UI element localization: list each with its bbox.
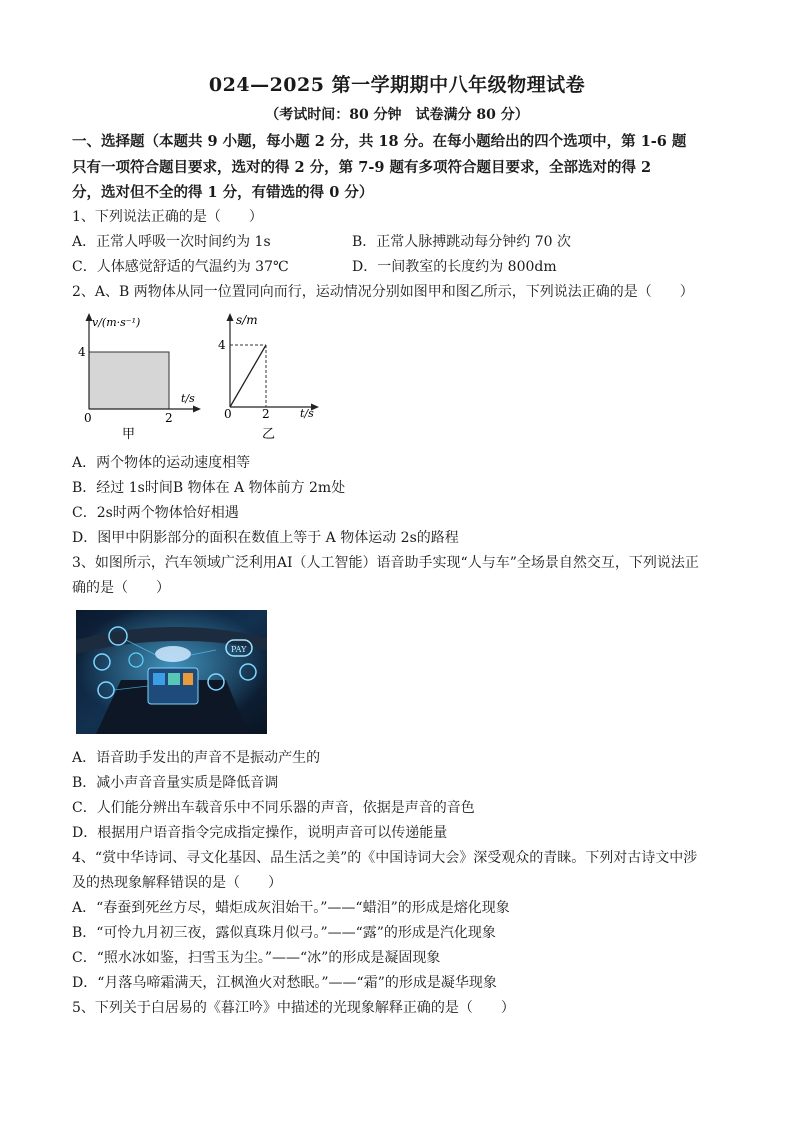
graph-jia — [70, 310, 210, 445]
graph-jia-origin: 0 — [84, 411, 92, 425]
q3-option-c: C．人们能分辨出车载音乐中不同乐器的声音，依据是声音的音色 — [72, 800, 475, 816]
exam-subtitle: （考试时间：80 分钟 试卷满分 80 分） — [265, 107, 529, 123]
q3-stem-line-2: 确的是（ ） — [72, 580, 170, 596]
q2-option-b: B．经过 1s时间B 物体在 A 物体前方 2m处 — [72, 480, 346, 496]
graph-jia-x-arrow — [193, 406, 201, 413]
q2-option-c: C．2s时两个物体恰好相遇 — [72, 505, 239, 521]
q1-stem: 1、下列说法正确的是（ ） — [72, 209, 263, 225]
graph-yi-x-tick: 2 — [262, 407, 270, 421]
graph-yi-y-label: s/m — [236, 313, 258, 327]
graph-jia-shaded-area — [89, 352, 169, 409]
q4-option-b: B．“可怜九月初三夜，露似真珠月似弓。”——“露”的形成是汽化现象 — [72, 925, 496, 941]
section-intro-line-1: 一、选择题（本题共 9 小题，每小题 2 分，共 18 分。在每小题给出的四个选项中，第 1-6 题 — [72, 133, 687, 150]
photo-car-hologram — [155, 646, 191, 662]
graph-yi-origin: 0 — [224, 407, 232, 421]
graph-yi-line — [230, 345, 266, 407]
q3-option-b: B．减小声音音量实质是降低音调 — [72, 775, 279, 791]
exam-title: 024—2025 第一学期期中八年级物理试卷 — [208, 74, 586, 96]
q1-option-d: D．一间教室的长度约为 800dm — [352, 259, 557, 275]
graph-jia-caption: 甲 — [122, 427, 136, 442]
q4-option-c: C．“照水冰如鉴，扫雪玉为尘。”——“冰”的形成是凝固现象 — [72, 950, 441, 966]
photo-screen-tile-2 — [168, 673, 180, 685]
q2-option-d: D．图甲中阴影部分的面积在数值上等于 A 物体运动 2s的路程 — [72, 530, 459, 546]
q4-stem-line-1: 4、“赏中华诗词、寻文化基因、品生活之美”的《中国诗词大会》深受观众的青睐。下列对古诗文中涉 — [72, 850, 698, 866]
section-intro-line-3: 分，选对但不全的得 1 分，有错选的得 0 分） — [72, 184, 374, 201]
graph-jia-x-tick: 2 — [165, 411, 173, 425]
q3-option-a: A．语音助手发出的声音不是振动产生的 — [72, 750, 321, 766]
graph-yi-y-arrow — [227, 313, 234, 321]
photo-screen-tile-1 — [153, 673, 165, 685]
q2-option-a: A．两个物体的运动速度相等 — [72, 455, 251, 471]
q1-option-c: C．人体感觉舒适的气温约为 37℃ — [72, 259, 289, 275]
q2-stem: 2、A、B 两物体从同一位置同向而行，运动情况分别如图甲和图乙所示，下列说法正确的是（ ） — [72, 284, 694, 300]
q1-option-b: B．正常人脉搏跳动每分钟约 70 次 — [352, 234, 572, 250]
photo-pay-text: PAY — [231, 645, 247, 654]
q1-option-a: A．正常人呼吸一次时间约为 1s — [72, 234, 271, 250]
q5-stem: 5、下列关于白居易的《暮江吟》中描述的光现象解释正确的是（ ） — [72, 1000, 515, 1016]
car-dashboard-ai-photo — [76, 610, 267, 734]
graph-yi-x-label: t/s — [300, 407, 314, 420]
photo-screen-tile-3 — [183, 673, 193, 685]
section-intro-line-2: 只有一项符合题目要求，选对的得 2 分，第 7-9 题有多项符合题目要求，全部选对的得 2 — [72, 159, 652, 176]
graph-jia-y-tick: 4 — [78, 345, 86, 359]
q4-option-a: A．“春蚕到死丝方尽，蜡炬成灰泪始干。”——“蜡泪”的形成是熔化现象 — [72, 900, 510, 916]
graph-yi — [212, 310, 332, 445]
graph-jia-y-label: v/(m·s⁻¹) — [92, 316, 141, 329]
q4-option-d: D．“月落乌啼霜满天，江枫渔火对愁眠。”——“霜”的形成是凝华现象 — [72, 975, 497, 991]
q3-stem-line-1: 3、如图所示，汽车领域广泛利用AI（人工智能）语音助手实现“人与车”全场景自然交互，下列说法正 — [72, 555, 699, 571]
q3-option-d: D．根据用户语音指令完成指定操作，说明声音可以传递能量 — [72, 825, 448, 841]
q4-stem-line-2: 及的热现象解释错误的是（ ） — [72, 875, 282, 891]
graph-jia-x-label: t/s — [181, 392, 195, 405]
graph-yi-caption: 乙 — [262, 427, 276, 442]
graph-yi-y-tick: 4 — [218, 338, 226, 352]
